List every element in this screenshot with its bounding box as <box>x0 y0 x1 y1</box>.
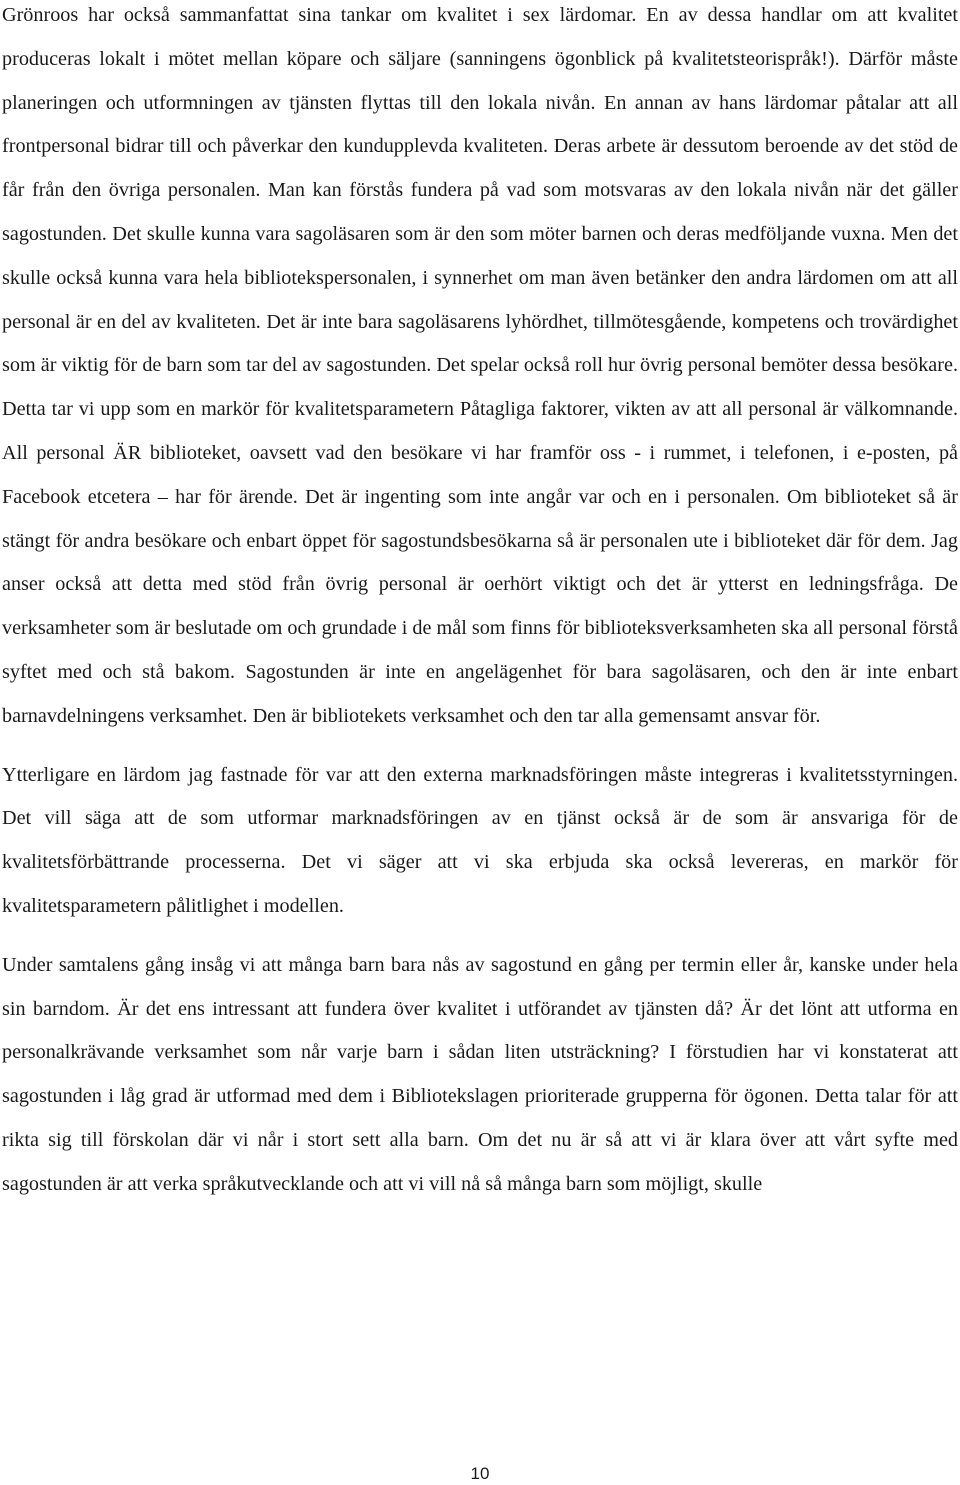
paragraph-1: Grönroos har också sammanfattat sina tankar om kvalitet i sex lärdomar. En av dessa handlar om att kvalitet produceras lokalt i mötet mellan köpare och säljare (sanningens ögonblick på kvalitetsteorispråk!). Därför måste planeringen och utformningen av tjänsten flyttas till den lokala nivån. En annan av hans lärdomar påtalar att all frontpersonal bidrar till och påverkar den kundupplevda kvaliteten. Deras arbete är dessutom beroende av det stöd de får från den övriga personalen. Man kan förstås fundera på vad som motsvaras av den lokala nivån när det gäller sagostunden. Det skulle kunna vara sagoläsaren som är den som möter barnen och deras medföljande vuxna. Men det skulle också kunna vara hela bibliotekspersonalen, i synnerhet om man även betänker den andra lärdomen om att all personal är en del av kvaliteten. Det är inte bara sagoläsarens lyhördhet, tillmötesgående, kompetens och trovärdighet som är viktig för de barn som tar del av sagostunden. Det spelar också roll hur övrig personal bemöter dessa besökare. Detta tar vi upp som en markör för kvalitetsparametern Påtagliga faktorer, vikten av att all personal är välkomnande. All personal ÄR biblioteket, oavsett vad den besökare vi har framför oss - i rummet, i telefonen, i e-posten, på Facebook etcetera – har för ärende. Det är ingenting som inte angår var och en i personalen. Om biblioteket så är stängt för andra besökare och enbart öppet för sagostundsbesökarna så är personalen ute i biblioteket där för dem. Jag anser också att detta med stöd från övrig personal är oerhört viktigt och det är ytterst en ledningsfråga. De verksamheter som är beslutade om och grundade i de mål som finns för biblioteksverksamheten ska all personal förstå syftet med och stå bakom. Sagostunden är inte en angelägenhet för bara sagoläsaren, och den är inte enbart barnavdelningens verksamhet. Den är bibliotekets verksamhet och den tar alla gemensamt ansvar för. <box>2 4 958 727</box>
paragraph-3: Under samtalens gång insåg vi att många barn bara nås av sagostund en gång per termin eller år, kanske under hela sin barndom. Är det ens intressant att fundera över kvalitet i utförandet av tjänsten då? Är det lönt att utforma en personalkrävande verksamhet som når varje barn i sådan liten utsträckning? I förstudien har vi konstaterat att sagostunden i låg grad är utformad med dem i Bibliotekslagen prioriterade grupperna för ögonen. Detta talar för att rikta sig till förskolan där vi når i stort sett alla barn. Om det nu är så att vi är klara över att vårt syfte med sagostunden är att verka språkutvecklande och att vi vill nå så många barn som möjligt, skulle <box>2 953 958 1195</box>
page-number: 10 <box>470 1464 490 1483</box>
paragraph-2: Ytterligare en lärdom jag fastnade för var att den externa marknadsföringen måste integreras i kvalitetsstyrningen. Det vill säga att de som utformar marknadsföringen av en tjänst också är de som är ansvariga för de kvalitetsförbättrande processerna. Det vi säger att vi ska erbjuda ska också levereras, en markör för kvalitetsparametern pålitlighet i modellen. <box>2 763 958 917</box>
body-text <box>2 0 958 1207</box>
